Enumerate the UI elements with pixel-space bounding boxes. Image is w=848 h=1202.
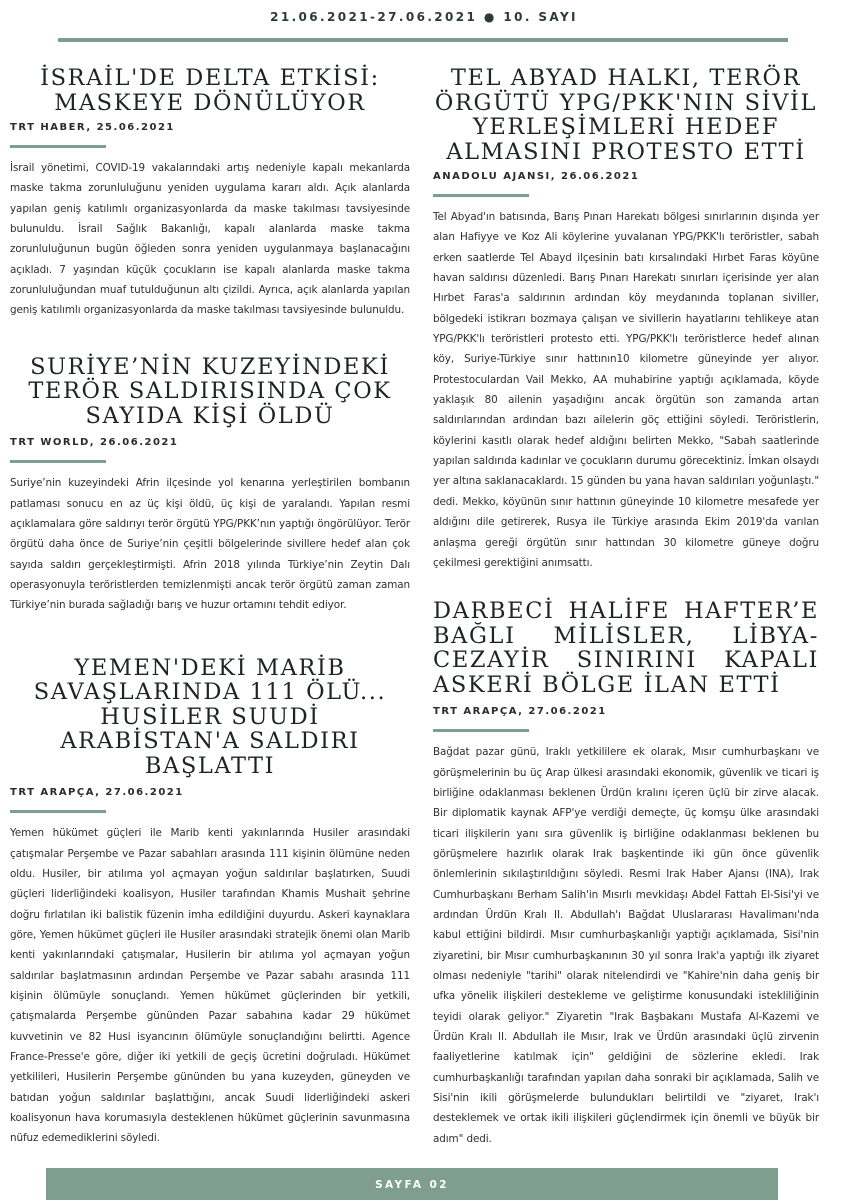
article-title: YEMEN'DEKİ MARİB SAVAŞLARINDA 111 ÖLÜ... HUSİLER SUUDİ ARABİSTAN'A SALDIRI BAŞLATTI xyxy=(33,654,387,779)
article-source: TRT ARAPÇA, 27.06.2021 xyxy=(10,787,184,799)
article-israel-delta xyxy=(10,66,410,321)
top-divider xyxy=(58,38,788,42)
article-divider xyxy=(433,729,529,732)
article-title: TEL ABYAD HALKI, TERÖR ÖRGÜTÜ YPG/PKK'NIN SİVİL YERLEŞİMLERİ HEDEF ALMASINI PROTESTO ETTİ xyxy=(434,65,818,165)
article-divider xyxy=(10,810,106,813)
article-source: TRT HABER, 25.06.2021 xyxy=(10,122,175,133)
article-title: İSRAİL'DE DELTA ETKİSİ: MASKEYE DÖNÜLÜYOR xyxy=(40,65,380,116)
right-column xyxy=(433,60,819,1149)
article-source: TRT ARAPÇA, 27.06.2021 xyxy=(433,706,607,718)
article-divider xyxy=(10,460,106,463)
article-syria-attack xyxy=(10,355,410,616)
article-yemen-marib xyxy=(10,656,410,1149)
article-body: Tel Abyad'ın batısında, Barış Pınarı Harekatı bölgesi sınırlarının dışında yer alan Hafiyye ve Koz Ali köylerine yuvalanan YPG/PKK'lı teröristler, sabah erken saatlerde Tel Abayd ilçesinin batı kırsalındaki Hırbet Faras köyüne havan saldırısı düzenledi. Barış Pınarı Harekatı sınırları içerisinde yer alan Hırbet Faras'a saldırının ardından köy meydanında toplanan siviller, bölgedeki istikrarı bozmaya çalışan ve sivillerin hayatlarını tehlikeye atan YPG/PKK'lı teröristleri protesto etti. YPG/PKK'lı teröristlerce hedef alınan köy, Suriye-Türkiye sınır hattının10 kilometre güneyinde yer alıyor. Protestoculardan Vail Mekko, AA muhabirine yaptığı açıklamada, köyde yaklaşık 80 ailenin yaşadığını ancak örgütün son zamanda artan saldırılarından ardından bazı ailelerin göç ettiğini söyledi. Teröristlerin, köylerini kasıtlı olarak hedef aldığını belirten Mekko, "Sabah saatlerinde yapılan saldırıda kadınlar ve çocukların durumu görecektiniz. İmkan olsaydı yer altına saklanacaklardı. 15 günden bu yana havan saldırıları yoğunlaştı." dedi. Mekko, köyünün sınır hattının güneyinde 10 kilometre mesafede yer aldığını dile getirerek, Rusya ile Türkiye arasında Ekim 2019'da varılan anlaşma gereği örgütün sınır hattından 30 kilometre güneye doğru çekilmesi gerektiğini anımsattı. xyxy=(433,211,819,569)
page-number-label: SAYFA 02 xyxy=(375,1179,449,1191)
article-source: TRT WORLD, 26.06.2021 xyxy=(10,437,179,449)
article-body: İsrail yönetimi, COVID-19 vakalarındaki artış nedeniyle kapalı mekanlarda maske takma zorunluluğunu yeniden uygulama kararı aldı. Açık alanlarda yapılan geniş katılımlı organizasyonlarda da maske takılması tavsiyesinde bulunuldu. İsrail Sağlık Bakanlığı, kapalı alanlarda maske takma zorunluluğunun bugün öğleden sonra yeniden uygulanmaya başlanacağını açıkladı. 7 yaşından küçük çocukların ise kapalı alanlarda maske takma zorunluluğundan muaf tutulduğunun altı çizildi. Ayrıca, açık alanlarda yapılan geniş katılımlı organizasyonlarda da maske takılması tavsiyesinde bulunuldu. xyxy=(10,162,410,317)
issue-date-line: 21.06.2021-27.06.2021 ● 10. SAYI xyxy=(270,10,578,24)
article-body: Suriye’nin kuzeyindeki Afrin ilçesinde yol kenarına yerleştirilen bombanın patlaması sonucu en az üç kişi öldü, üç kişi de yaralandı. Yapılan resmi açıklamalara göre saldırıyı terör örgütü YPG/PKK’nın yaptığı öngörülüyor. Terör örgütü daha önce de Suriye’nin çeşitli bölgelerinde sivillere hedef alan çok sayıda saldırı gerçekleştirmişti. Afrin 2018 yılında Türkiye’nin Zeytin Dalı operasyonuyla teröristlerden temizlenmişti ancak terör örgütü zaman zaman Türkiye’nin burada sağladığı barış ve huzur ortamını tehdit ediyor. xyxy=(10,477,410,612)
article-body: Bağdat pazar günü, Iraklı yetkililere ek olarak, Mısır cumhurbaşkanı ve görüşmelerinin bu üç Arap ülkesi arasındaki ekonomik, güvenlik ve ticari iş birliğine odaklanması beklenen Ürdün kralını içeren üçlü bir zirve alacak. Bir diplomatik kaynak AFP'ye verdiği demeçte, üç komşu ülke arasındaki ticari ilişkilerin yanı sıra güvenlik iş birliğine odaklanması beklenen bu görüşmelere hazırlık olarak Irak başkentinde iki gün önce güvenlik önlemlerinin sıkılaştırıldığını söyledi. Resmi Irak Haber Ajansı (INA), Irak Cumhurbaşkanı Berham Salih'in Mısırlı mevkidaşı Abdel Fattah El-Sisi'yi ve ardından Ürdün Kralı II. Abdullah'ı Bağdat Uluslararası Havalimanı'nda kabul ettiğini bildirdi. Mısır cumhurbaşkanlığı yaptığı açıklamada, Sisi'nin ziyaretini, bir Mısır cumhurbaşkanının 30 yıl sonra Irak'a yaptığı ilk ziyaret olması nedeniyle "tarihi" olarak nitelendirdi ve "Kahire'nin daha geniş bir ufka yönelik ilişkileri destekleme ve geliştirme konusundaki istekliliğinin teyidi olarak geliyor." Ziyaretin "Irak Başbakanı Mustafa Al-Kazemi ve Ürdün Kralı II. Abdullah ile Mısır, Irak ve Ürdün arasındaki üçlü zirvenin faaliyetlerine katılmak için" geldiğini de sözlerine ekledi. Irak cumhurbaşkanlığı tarafından yapılan daha sonraki bir açıklamada, Salih ve Sisi'nin ikili görüşmelerde bulundukları belirtildi ve "ziyaret, Irak'ı desteklemek ve ortak ikili ilişkileri güçlendirmek için önemli ve büyük bir adım" dedi. xyxy=(433,746,819,1145)
left-column xyxy=(10,60,410,1149)
article-title: SURİYE’NİN KUZEYİNDEKİ TERÖR SALDIRISINDA ÇOK SAYIDA KİŞİ ÖLDÜ xyxy=(28,353,392,429)
article-tel-abyad xyxy=(433,66,819,573)
article-divider xyxy=(10,145,106,148)
article-hafter-militia xyxy=(433,599,819,1149)
article-source: ANADOLU AJANSI, 26.06.2021 xyxy=(433,171,640,182)
article-divider xyxy=(433,194,529,197)
article-body: Yemen hükümet güçleri ile Marib kenti yakınlarında Husiler arasındaki çatışmalar Perşembe ve Pazar sabahları arasında 111 kişinin ölümüne neden oldu. Husiler, bir atılıma yol açmayan yoğun saldırılar başlatırken, Suudi güçleri liderliğindeki koalisyon, Husiler tarafından Khamis Mushait şehrine doğru fırlatılan iki balistik füzenin imha edildiğini duyurdu. Askeri kaynaklara göre, Yemen hükümet güçleri ile Husiler arasındaki stratejik önemi olan Marib kenti yakınlarındaki çatışmalar, Husilerin bir atılıma yol açmayan yoğun saldırılar başlatmasının ardından Perşembe ve Pazar sabahı arasında 111 kişinin ölümüyle sonuçlandı. Yemen hükümet güçlerinden bir yetkili, çatışmalarda Perşembe gününden Pazar sabahına kadar 29 hükümet kuvvetinin ve 82 Husi isyancının ölümüyle sonuçlandığını belirtti. Agence France-Presse'e göre, diğer iki yetkili de geçiş ücretini doğruladı. Hükümet yetkilileri, Husilerin Perşembe gününden bu yana kuzeyden, güneyden ve batıdan yoğun saldırılar başlattığını, ancak Suudi liderliğindeki askeri koalisyonun hava korumasıyla desteklenen hükümet güçlerinin savunmasına nüfuz edemediklerini söyledi. xyxy=(10,827,410,1145)
article-title: DARBECİ HALİFE HAFTER’E BAĞLI MİLİSLER, LİBYA-CEZAYİR SINIRINI KAPALI ASKERİ BÖLGE İLAN ETTİ xyxy=(433,598,819,698)
page-footer xyxy=(46,1168,778,1200)
